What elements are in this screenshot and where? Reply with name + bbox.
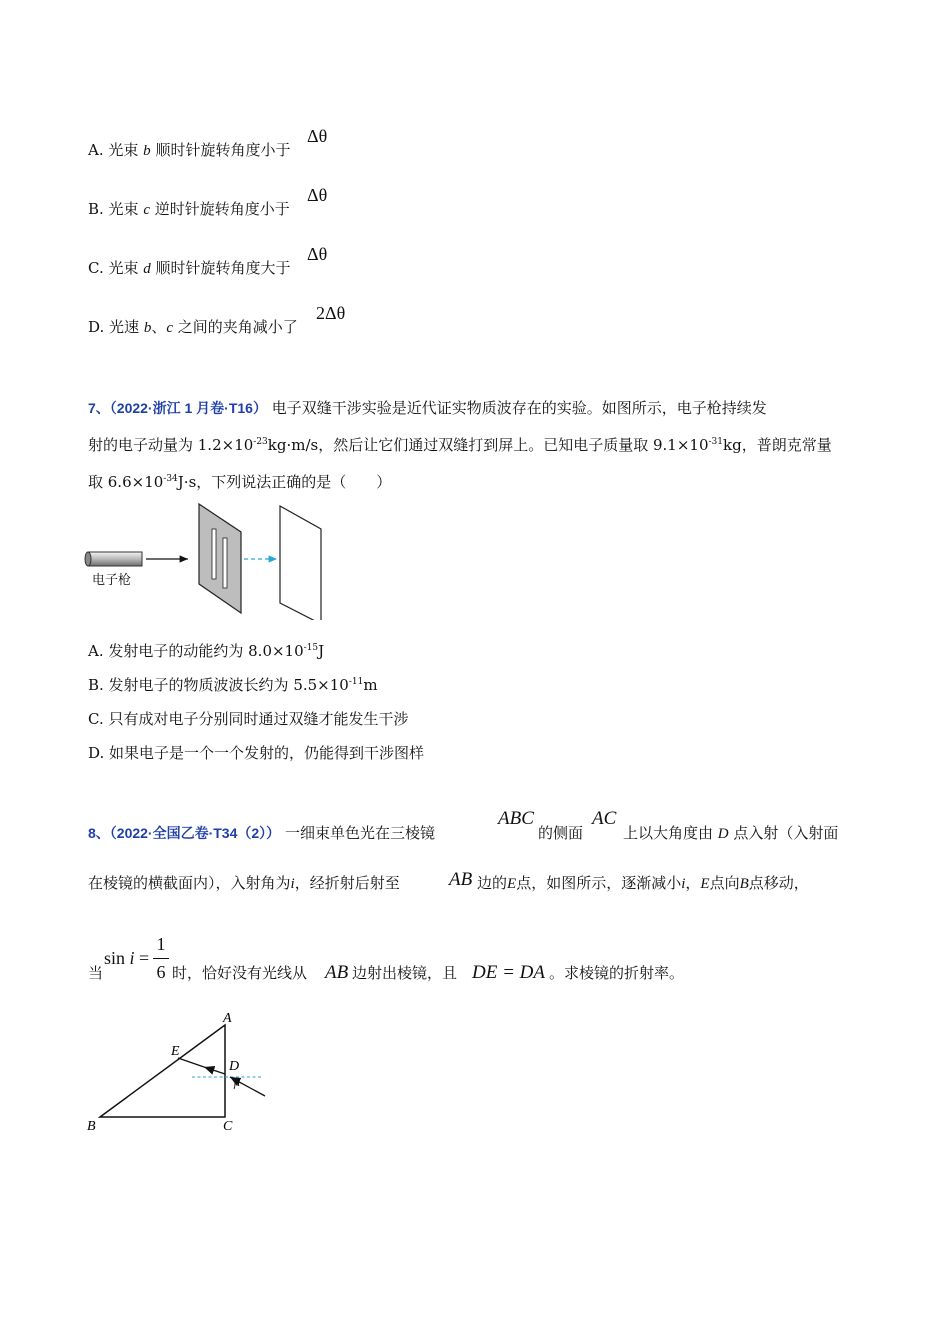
vertex-label-b: B <box>87 1119 96 1134</box>
point-label-d: D <box>229 1059 240 1074</box>
q8-line-3-d: 。求棱镜的折射率。 <box>549 964 685 982</box>
q6-option-a: A. 光束 b 顺时针旋转角度小于 <box>88 141 291 159</box>
q7-line-3: 取 $6.6\times 10^{-34}J\cdot s$，下列说法正确的是（ ） <box>88 473 392 491</box>
q7-option-b: B. 发射电子的物质波波长约为 $5.5\times 10^{-11}m$ <box>88 676 378 694</box>
refracted-ray-arrow <box>204 1067 225 1074</box>
q6-option-d-math: 2Δθ <box>316 303 346 323</box>
q8-line-3-b: 时，恰好没有光线从 <box>172 964 308 982</box>
q7-line-1: 7、（2022·浙江 1 月卷·T16） 电子双缝干涉实验是近代证实物质波存在的实验。如图所示，电子枪持续发 <box>88 399 767 417</box>
q8-math-ab-2: AB <box>325 962 349 983</box>
q7-line-2: 射的电子动量为 $1.2\times 10^{-23}kg\cdot m/s$，然后让它们通过双缝打到屏上。已知电子质量取 $9.1\times 10^{-31}kg$，普朗克常量 <box>88 436 832 454</box>
q8-line-1-c: 上以大角度由 D 点入射（入射面 <box>623 824 839 842</box>
q7-header: 7、（2022·浙江 1 月卷·T16） <box>88 400 267 416</box>
q6-option-b: B. 光束 c 逆时针旋转角度小于 <box>88 200 290 218</box>
q6-option-c: C. 光束 d 顺时针旋转角度大于 <box>88 259 291 277</box>
vertex-label-c: C <box>223 1119 233 1134</box>
q8-line-1-b: 的侧面 <box>538 824 584 842</box>
angle-label-i: i <box>237 1075 241 1089</box>
fraction-numerator: 1 <box>156 934 166 954</box>
q8-prism-figure <box>84 1010 284 1135</box>
q8-header: 8、（2022·全国乙卷·T34（2）） <box>88 825 281 841</box>
q6-option-b-math: Δθ <box>307 185 328 205</box>
q8-math-ac: AC <box>592 808 617 829</box>
q6-option-a-math: Δθ <box>307 126 328 146</box>
q8-line-2-b: 边的E点，如图所示，逐渐减小i，E点向B点移动， <box>477 874 809 892</box>
q8-line-3-a: 当 <box>88 964 104 982</box>
q8-line-3-c: 边射出棱镜，且 <box>352 964 458 982</box>
double-slit-plate <box>199 504 241 613</box>
electron-gun <box>85 552 142 566</box>
q7-option-d: D. 如果电子是一个一个发射的，仍能得到干涉图样 <box>88 744 425 762</box>
incident-ray <box>230 1077 265 1096</box>
q8-line-1: 8、（2022·全国乙卷·T34（2）） 一细束单色光在三棱镜 <box>88 824 435 842</box>
q8-math-de-da: DE = DA <box>472 962 545 983</box>
vertex-label-a: A <box>223 1011 232 1026</box>
fraction-bar <box>153 958 169 959</box>
q8-sin-expression: sin i = <box>104 948 150 968</box>
electron-gun-label: 电子枪 <box>92 572 132 587</box>
prism-triangle <box>100 1025 225 1117</box>
q7-option-c: C. 只有成对电子分别同时通过双缝才能发生干涉 <box>88 710 409 728</box>
q6-option-d: D. 光速 b、c 之间的夹角减小了 <box>88 318 298 336</box>
fraction-denominator: 6 <box>156 962 166 982</box>
q8-line-2: 在棱镜的横截面内），入射角为i，经折射后射至 <box>88 874 400 892</box>
q7-double-slit-figure <box>84 500 334 620</box>
q8-math-abc: ABC <box>498 808 534 829</box>
detection-screen <box>280 506 321 620</box>
angle-arc <box>234 1079 235 1089</box>
q7-option-a: A. 发射电子的动能约为 $8.0\times 10^{-15}J$ <box>88 642 325 660</box>
refracted-ray <box>178 1058 204 1067</box>
q8-math-ab: AB <box>449 869 473 890</box>
point-label-e: E <box>171 1044 180 1059</box>
q6-option-c-math: Δθ <box>307 244 328 264</box>
